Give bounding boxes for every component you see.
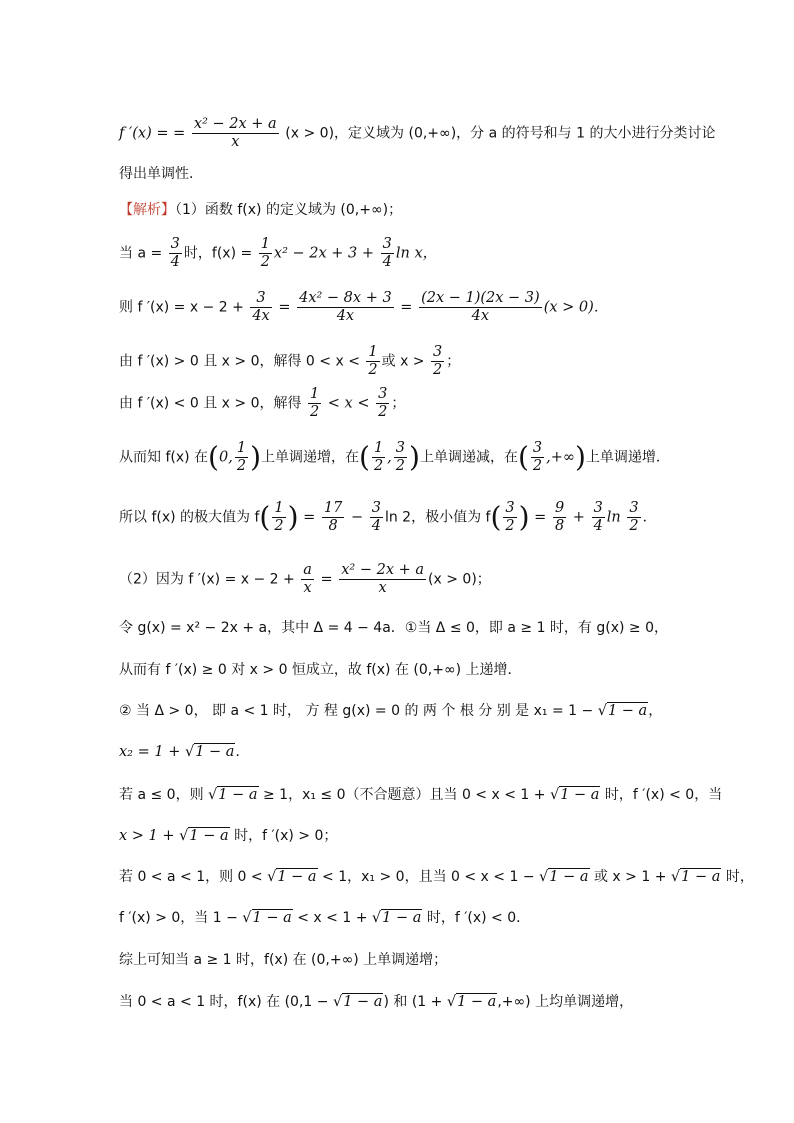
text: 上单调递增，在 bbox=[261, 449, 359, 466]
denominator: 2 bbox=[629, 518, 639, 534]
text: 由 f ′(x) > 0 且 x > 0，解得 0 < x < bbox=[119, 353, 365, 370]
text: ≥ 1，x₁ ≤ 0（不合题意）且当 0 < x < 1 + bbox=[258, 787, 550, 803]
denominator: 8 bbox=[554, 518, 565, 534]
fraction bbox=[366, 344, 379, 379]
fraction bbox=[297, 290, 394, 325]
solution-line-12 bbox=[119, 660, 522, 680]
numerator: (2x − 1)(2x − 3) bbox=[421, 290, 540, 306]
numerator: 17 bbox=[323, 500, 343, 516]
solution-line-19 bbox=[119, 950, 447, 970]
text: ln 2，极小值为 f bbox=[384, 509, 491, 526]
numerator: 3 bbox=[629, 500, 639, 516]
denominator: 2 bbox=[260, 254, 270, 270]
text: = bbox=[315, 571, 338, 588]
text: 从而知 f(x) 在 bbox=[119, 449, 209, 466]
denominator: 2 bbox=[236, 458, 247, 474]
fraction bbox=[370, 500, 383, 535]
numerator: 4x² − 8x + 3 bbox=[299, 290, 392, 306]
text: + bbox=[568, 509, 590, 526]
solution-line-16: x > 1 + √1 − a 时，f ′(x) > 0； bbox=[119, 828, 338, 844]
left-paren: ( bbox=[517, 440, 529, 474]
hint-line-1 bbox=[119, 116, 715, 151]
text: < 1，x₁ > 0，且当 0 < x < 1 − bbox=[317, 869, 540, 885]
text: 或 x > 1 + bbox=[589, 869, 671, 885]
left-paren: ( bbox=[259, 500, 271, 534]
numerator: 3 bbox=[532, 440, 543, 456]
text: 从而有 f ′(x) ≥ 0 对 x > 0 恒成立，故 f(x) 在 (0,+∞) 上递增． bbox=[119, 662, 522, 678]
solution-line-6 bbox=[119, 344, 460, 379]
text: 时，f ′(x) < 0． bbox=[422, 910, 531, 926]
left-paren: ( bbox=[359, 440, 370, 474]
text: ,+∞) 上均单调递增， bbox=[497, 994, 634, 1010]
solution-line-11 bbox=[119, 618, 668, 638]
fraction bbox=[169, 236, 182, 271]
solution-line-13: ② 当 Δ > 0， 即 a < 1 时， 方 程 g(x) = 0 的 两 个 根 分 别 是 x₁ = 1 − √1 − a， bbox=[119, 703, 663, 719]
sqrt-radicand: 1 − a bbox=[560, 787, 600, 803]
sqrt-radicand: 1 − a bbox=[457, 994, 497, 1010]
right-paren: ) bbox=[574, 440, 586, 474]
sqrt-radicand: 1 − a bbox=[277, 869, 317, 885]
text: 时，f(x) = bbox=[183, 245, 257, 262]
numerator: x² − 2x + a bbox=[193, 116, 277, 132]
text: 或 x > bbox=[381, 353, 429, 370]
fraction bbox=[308, 386, 321, 421]
text: 令 g(x) = x² − 2x + a，其中 Δ = 4 − 4a．①当 Δ ≤ 0，即 a ≥ 1 时，有 g(x) ≥ 0， bbox=[119, 620, 669, 636]
numerator: 3 bbox=[382, 236, 392, 252]
text: ln x， bbox=[395, 245, 438, 262]
text: 综上可知当 a ≥ 1 时，f(x) 在 (0,+∞) 上单调递增； bbox=[119, 952, 448, 968]
text: ② 当 Δ > 0， 即 a < 1 时， 方 程 g(x) = 0 的 两 个 根 分 别 是 x₁ = 1 − bbox=[119, 703, 598, 719]
text: 上单调递减，在 bbox=[419, 449, 518, 466]
right-paren: ) bbox=[518, 500, 530, 534]
denominator: 4 bbox=[170, 254, 180, 270]
fraction bbox=[339, 562, 426, 597]
solution-line-5 bbox=[119, 290, 608, 325]
text: ) 和 (1 + bbox=[383, 994, 447, 1010]
fraction bbox=[592, 500, 605, 535]
solution-line-7 bbox=[119, 386, 405, 421]
denominator: 4x bbox=[336, 308, 355, 324]
text: 当 0 < a < 1 时，f(x) 在 (0,1 − bbox=[119, 994, 333, 1010]
solution-line-17: 若 0 < a < 1，则 0 < √1 − a < 1，x₁ > 0，且当 0 < x < 1 − √1 − a 或 x > 1 + √1 − a 时， bbox=[119, 869, 754, 885]
numerator: 3 bbox=[371, 500, 381, 516]
fraction bbox=[259, 236, 272, 271]
solution-line-14: x₂ = 1 + √1 − a． bbox=[119, 744, 250, 760]
denominator: 2 bbox=[368, 362, 378, 378]
numerator: 3 bbox=[395, 440, 406, 456]
denominator: 2 bbox=[395, 458, 406, 474]
fraction bbox=[272, 500, 285, 535]
text: 时，f ′(x) > 0； bbox=[229, 828, 338, 844]
solution-line-18: f ′(x) > 0，当 1 − √1 − a < x < 1 + √1 − a 时，f ′(x) < 0． bbox=[119, 910, 531, 926]
text: (x > 0)； bbox=[428, 571, 491, 588]
text: 得出单调性． bbox=[119, 166, 203, 182]
sqrt-radicand: 1 − a bbox=[549, 869, 589, 885]
analysis-tag: 【解析】 bbox=[119, 202, 175, 218]
left-paren: ( bbox=[208, 440, 219, 474]
numerator: 3 bbox=[505, 500, 515, 516]
solution-line-9 bbox=[119, 500, 657, 535]
numerator: 3 bbox=[433, 344, 443, 360]
numerator: 3 bbox=[593, 500, 603, 516]
text: < x < bbox=[323, 395, 375, 412]
sqrt-radicand: 1 − a bbox=[607, 703, 648, 719]
fraction bbox=[419, 290, 542, 325]
denominator: 2 bbox=[378, 404, 388, 420]
text: f ′(x) = = bbox=[119, 125, 190, 142]
denominator: x bbox=[303, 580, 312, 596]
denominator: 2 bbox=[433, 362, 443, 378]
solution-part1-header bbox=[119, 200, 402, 220]
text: 0, bbox=[218, 449, 233, 466]
text: = bbox=[273, 299, 296, 316]
text: 若 a ≤ 0，则 bbox=[119, 787, 209, 803]
text: = bbox=[298, 509, 320, 526]
fraction bbox=[503, 500, 516, 535]
text: (x > 0)． bbox=[543, 299, 609, 316]
denominator: x bbox=[378, 580, 387, 596]
denominator: 2 bbox=[309, 404, 320, 420]
text: < x < 1 + bbox=[292, 910, 372, 926]
fraction bbox=[553, 500, 566, 535]
text: x₂ = 1 + bbox=[119, 744, 185, 760]
sqrt-radicand: 1 − a bbox=[218, 787, 258, 803]
text: ,+∞ bbox=[546, 449, 575, 466]
denominator: 4x bbox=[471, 308, 490, 324]
right-paren: ) bbox=[287, 500, 299, 534]
numerator: 3 bbox=[170, 236, 180, 252]
fraction bbox=[381, 236, 394, 271]
denominator: 2 bbox=[532, 458, 543, 474]
denominator: 2 bbox=[505, 518, 515, 534]
fraction bbox=[376, 386, 389, 421]
numerator: x² − 2x + a bbox=[341, 562, 425, 578]
fraction bbox=[627, 500, 640, 535]
denominator: 8 bbox=[328, 518, 338, 534]
right-paren: ) bbox=[409, 440, 420, 474]
text: (x > 0)，定义域为 (0,+∞)，分 a 的符号和与 1 的大小进行分类讨论 bbox=[285, 125, 716, 142]
sqrt-radicand: 1 − a bbox=[382, 910, 422, 926]
text: f ′(x) > 0，当 1 − bbox=[119, 910, 243, 926]
text: 当 a = bbox=[119, 245, 167, 262]
sqrt-radicand: 1 − a bbox=[343, 994, 383, 1010]
text: （1）函数 f(x) 的定义域为 (0,+∞)； bbox=[175, 202, 403, 218]
denominator: x bbox=[231, 134, 240, 150]
fraction bbox=[322, 500, 344, 535]
denominator: 2 bbox=[274, 518, 284, 534]
sqrt-radicand: 1 − a bbox=[189, 828, 229, 844]
fraction bbox=[192, 116, 279, 151]
text: 上单调递增． bbox=[585, 449, 670, 466]
text: x > 1 + bbox=[119, 828, 180, 844]
text: = bbox=[395, 299, 418, 316]
numerator: 1 bbox=[309, 386, 320, 402]
text: = bbox=[529, 509, 551, 526]
text: 若 0 < a < 1，则 0 < bbox=[119, 869, 268, 885]
denominator: 4 bbox=[371, 518, 381, 534]
denominator: 4x bbox=[252, 308, 270, 324]
fraction bbox=[431, 344, 444, 379]
numerator: 1 bbox=[373, 440, 384, 456]
numerator: a bbox=[303, 562, 312, 578]
numerator: 3 bbox=[250, 290, 271, 308]
numerator: 3 bbox=[378, 386, 388, 402]
sqrt-radicand: 1 − a bbox=[252, 910, 292, 926]
sqrt-radicand: 1 − a bbox=[195, 744, 235, 760]
text: 时， bbox=[721, 869, 754, 885]
fraction bbox=[372, 440, 385, 475]
text: x² − 2x + 3 + bbox=[273, 245, 379, 262]
right-paren: ) bbox=[250, 440, 261, 474]
text: （2）因为 f ′(x) = x − 2 + bbox=[119, 571, 300, 588]
text: ． bbox=[235, 744, 250, 760]
text: 由 f ′(x) < 0 且 x > 0，解得 bbox=[119, 395, 306, 412]
fraction bbox=[235, 440, 248, 475]
fraction bbox=[250, 290, 271, 325]
numerator: 9 bbox=[554, 500, 565, 516]
numerator: 1 bbox=[260, 236, 270, 252]
fraction bbox=[301, 562, 314, 597]
solution-line-15: 若 a ≤ 0，则 √1 − a ≥ 1，x₁ ≤ 0（不合题意）且当 0 < x < 1 + √1 − a 时，f ′(x) < 0，当 bbox=[119, 787, 723, 803]
text: ． bbox=[642, 509, 657, 526]
denominator: 4 bbox=[382, 254, 392, 270]
fraction bbox=[394, 440, 407, 475]
solution-line-20: 当 0 < a < 1 时，f(x) 在 (0,1 − √1 − a) 和 (1 + √1 − a,+∞) 上均单调递增， bbox=[119, 994, 634, 1010]
text: ； bbox=[446, 353, 461, 370]
solution-line-8 bbox=[119, 440, 670, 475]
text: ， bbox=[648, 703, 663, 719]
numerator: 1 bbox=[236, 440, 247, 456]
denominator: 2 bbox=[373, 458, 384, 474]
text: − bbox=[346, 509, 368, 526]
text: 则 f ′(x) = x − 2 + bbox=[119, 299, 249, 316]
text: 所以 f(x) 的极大值为 f bbox=[119, 509, 260, 526]
left-paren: ( bbox=[490, 500, 502, 534]
comma: , bbox=[387, 449, 392, 466]
text: 时，f ′(x) < 0，当 bbox=[600, 787, 723, 803]
solution-part2-header bbox=[119, 562, 491, 597]
numerator: 1 bbox=[274, 500, 284, 516]
numerator: 1 bbox=[368, 344, 378, 360]
text: ； bbox=[391, 395, 406, 412]
denominator: 4 bbox=[593, 518, 603, 534]
text: ln bbox=[606, 509, 626, 526]
fraction bbox=[531, 440, 544, 475]
hint-line-2 bbox=[119, 164, 203, 184]
sqrt-radicand: 1 − a bbox=[681, 869, 721, 885]
solution-line-4 bbox=[119, 236, 437, 271]
